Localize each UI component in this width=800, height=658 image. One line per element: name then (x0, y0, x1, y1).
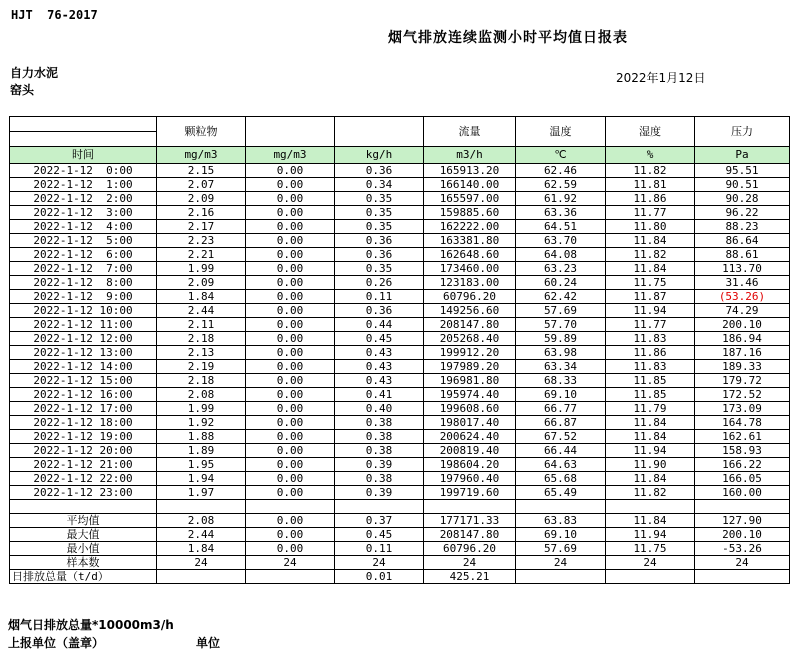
value-cell: 0.35 (335, 262, 424, 276)
value-cell: 0.36 (335, 304, 424, 318)
group-header-row-1 (10, 117, 790, 132)
value-cell: 0.00 (246, 206, 335, 220)
value-cell: 63.70 (516, 234, 606, 248)
value-cell: 1.94 (157, 472, 246, 486)
col-header-temperature: 温度 (516, 117, 606, 147)
data-row (10, 290, 790, 304)
time-cell: 2022-1-12 21:00 (10, 458, 157, 472)
summary-value-cell: 11.94 (606, 528, 695, 542)
value-cell: 0.35 (335, 192, 424, 206)
summary-value-cell: 57.69 (516, 542, 606, 556)
time-cell: 2022-1-12 17:00 (10, 402, 157, 416)
value-cell: 166.22 (695, 458, 790, 472)
data-row (10, 430, 790, 444)
value-cell: 60796.20 (424, 290, 516, 304)
value-cell: 199912.20 (424, 346, 516, 360)
summary-value-cell: -53.26 (695, 542, 790, 556)
unit-cell-flow: m3/h (424, 147, 516, 164)
value-cell: 0.00 (246, 276, 335, 290)
data-row (10, 346, 790, 360)
value-cell: 0.35 (335, 220, 424, 234)
value-cell: 11.85 (606, 374, 695, 388)
value-cell: 11.79 (606, 402, 695, 416)
data-row (10, 206, 790, 220)
value-cell: 186.94 (695, 332, 790, 346)
time-cell: 2022-1-12 14:00 (10, 360, 157, 374)
data-row (10, 402, 790, 416)
value-cell: 0.00 (246, 416, 335, 430)
time-cell: 2022-1-12 10:00 (10, 304, 157, 318)
unit-cell-pressure: Pa (695, 147, 790, 164)
value-cell: 88.61 (695, 248, 790, 262)
value-cell: 165913.20 (424, 164, 516, 178)
value-cell: 197960.40 (424, 472, 516, 486)
col-header-blank-3 (335, 117, 424, 147)
data-row (10, 360, 790, 374)
value-cell: 205268.40 (424, 332, 516, 346)
summary-value-cell (606, 570, 695, 584)
value-cell: 11.82 (606, 164, 695, 178)
value-cell: 0.00 (246, 220, 335, 234)
value-cell: 63.36 (516, 206, 606, 220)
value-cell: 11.77 (606, 206, 695, 220)
value-cell: 60.24 (516, 276, 606, 290)
value-cell: 11.80 (606, 220, 695, 234)
value-cell: 64.63 (516, 458, 606, 472)
value-cell: 187.16 (695, 346, 790, 360)
standard-code: HJT 76-2017 (11, 8, 98, 22)
time-cell: 2022-1-12 3:00 (10, 206, 157, 220)
value-cell: 0.39 (335, 486, 424, 500)
value-cell: 88.23 (695, 220, 790, 234)
value-cell: 0.38 (335, 444, 424, 458)
value-cell: 0.00 (246, 346, 335, 360)
value-cell: 0.36 (335, 248, 424, 262)
data-row (10, 374, 790, 388)
data-row (10, 276, 790, 290)
data-row (10, 178, 790, 192)
unit-row (10, 147, 790, 164)
value-cell: 0.00 (246, 178, 335, 192)
value-cell: 199608.60 (424, 402, 516, 416)
value-cell: 64.08 (516, 248, 606, 262)
value-cell: 65.68 (516, 472, 606, 486)
value-cell: 173.09 (695, 402, 790, 416)
summary-value-cell: 0.00 (246, 528, 335, 542)
value-cell: 11.84 (606, 430, 695, 444)
summary-label-cell: 平均值 (10, 514, 157, 528)
data-row (10, 192, 790, 206)
value-cell: 0.00 (246, 248, 335, 262)
unit-cell-particulate-concentration: mg/m3 (157, 147, 246, 164)
summary-row (10, 570, 790, 584)
summary-value-cell (157, 570, 246, 584)
value-cell: 165597.00 (424, 192, 516, 206)
value-cell: 0.44 (335, 318, 424, 332)
value-cell: 162648.60 (424, 248, 516, 262)
value-cell: 1.99 (157, 262, 246, 276)
blank-header-cell (10, 132, 157, 147)
value-cell: 67.52 (516, 430, 606, 444)
company-name: 自力水泥 (10, 66, 59, 80)
summary-value-cell: 127.90 (695, 514, 790, 528)
value-cell: 63.34 (516, 360, 606, 374)
value-cell: 164.78 (695, 416, 790, 430)
time-cell: 2022-1-12 0:00 (10, 164, 157, 178)
value-cell: 63.23 (516, 262, 606, 276)
value-cell: 200819.40 (424, 444, 516, 458)
value-cell: 68.33 (516, 374, 606, 388)
value-cell: 11.86 (606, 346, 695, 360)
value-cell: 173460.00 (424, 262, 516, 276)
data-row (10, 318, 790, 332)
value-cell: 163381.80 (424, 234, 516, 248)
col-header-pressure: 压力 (695, 117, 790, 147)
summary-value-cell (516, 570, 606, 584)
summary-value-cell: 24 (695, 556, 790, 570)
value-cell: 179.72 (695, 374, 790, 388)
time-cell: 2022-1-12 18:00 (10, 416, 157, 430)
data-row (10, 262, 790, 276)
value-cell: 86.64 (695, 234, 790, 248)
summary-value-cell: 0.00 (246, 542, 335, 556)
summary-value-cell: 24 (606, 556, 695, 570)
summary-value-cell: 69.10 (516, 528, 606, 542)
value-cell: 90.51 (695, 178, 790, 192)
blank-header-cell (10, 117, 157, 132)
time-cell: 2022-1-12 19:00 (10, 430, 157, 444)
value-cell: 0.00 (246, 304, 335, 318)
value-cell: 0.00 (246, 360, 335, 374)
summary-label-cell: 最大值 (10, 528, 157, 542)
value-cell: 0.11 (335, 290, 424, 304)
spacer-row (10, 500, 790, 514)
value-cell: 1.99 (157, 402, 246, 416)
value-cell: 1.84 (157, 290, 246, 304)
value-cell: 199719.60 (424, 486, 516, 500)
summary-value-cell: 60796.20 (424, 542, 516, 556)
value-cell: 11.81 (606, 178, 695, 192)
value-cell: 123183.00 (424, 276, 516, 290)
data-row (10, 248, 790, 262)
value-cell: 1.92 (157, 416, 246, 430)
value-cell: 0.43 (335, 346, 424, 360)
value-cell: 159885.60 (424, 206, 516, 220)
value-cell: 11.84 (606, 262, 695, 276)
value-cell: 1.97 (157, 486, 246, 500)
value-cell: 2.13 (157, 346, 246, 360)
value-cell: 0.38 (335, 430, 424, 444)
value-cell: 0.00 (246, 234, 335, 248)
time-cell: 2022-1-12 1:00 (10, 178, 157, 192)
value-cell: 65.49 (516, 486, 606, 500)
value-cell: 200624.40 (424, 430, 516, 444)
value-cell: 11.85 (606, 388, 695, 402)
value-cell: 64.51 (516, 220, 606, 234)
summary-value-cell: 425.21 (424, 570, 516, 584)
value-cell: 11.77 (606, 318, 695, 332)
unit-cell-mg-m3: mg/m3 (246, 147, 335, 164)
value-cell: 0.34 (335, 178, 424, 192)
value-cell: 0.41 (335, 388, 424, 402)
data-row (10, 304, 790, 318)
value-cell: 2.16 (157, 206, 246, 220)
value-cell: 59.89 (516, 332, 606, 346)
time-cell: 2022-1-12 2:00 (10, 192, 157, 206)
monitoring-point: 窑头 (10, 83, 35, 97)
col-header-particulate: 颗粒物 (157, 117, 246, 147)
value-cell: 0.00 (246, 388, 335, 402)
value-cell: 166140.00 (424, 178, 516, 192)
value-cell: 2.23 (157, 234, 246, 248)
col-header-flow: 流量 (424, 117, 516, 147)
value-cell: 31.46 (695, 276, 790, 290)
value-cell: 0.00 (246, 290, 335, 304)
value-cell: 162.61 (695, 430, 790, 444)
value-cell: 0.35 (335, 206, 424, 220)
summary-value-cell: 24 (335, 556, 424, 570)
value-cell: 0.00 (246, 374, 335, 388)
value-cell: 0.00 (246, 402, 335, 416)
value-cell: 11.84 (606, 416, 695, 430)
value-cell: 158.93 (695, 444, 790, 458)
data-row (10, 458, 790, 472)
report-date: 2022年1月12日 (616, 71, 706, 85)
blank-cell (335, 500, 424, 514)
time-cell: 2022-1-12 16:00 (10, 388, 157, 402)
value-cell: 57.70 (516, 318, 606, 332)
data-row (10, 164, 790, 178)
summary-value-cell: 24 (246, 556, 335, 570)
data-row (10, 416, 790, 430)
value-cell: 11.94 (606, 304, 695, 318)
time-cell: 2022-1-12 23:00 (10, 486, 157, 500)
value-cell: 113.70 (695, 262, 790, 276)
value-cell: 74.29 (695, 304, 790, 318)
value-cell: 189.33 (695, 360, 790, 374)
data-row (10, 486, 790, 500)
value-cell: 0.00 (246, 318, 335, 332)
summary-row (10, 528, 790, 542)
col-header-humidity: 湿度 (606, 117, 695, 147)
time-cell: 2022-1-12 20:00 (10, 444, 157, 458)
blank-cell (516, 500, 606, 514)
blank-cell (10, 500, 157, 514)
data-row (10, 472, 790, 486)
time-cell: 2022-1-12 6:00 (10, 248, 157, 262)
time-cell: 2022-1-12 11:00 (10, 318, 157, 332)
summary-value-cell: 11.75 (606, 542, 695, 556)
value-cell: 2.18 (157, 374, 246, 388)
summary-row (10, 556, 790, 570)
value-cell: 0.39 (335, 458, 424, 472)
summary-row (10, 514, 790, 528)
value-cell: 11.90 (606, 458, 695, 472)
blank-cell (424, 500, 516, 514)
summary-value-cell: 0.37 (335, 514, 424, 528)
unit-cell-kg-h: kg/h (335, 147, 424, 164)
summary-value-cell: 2.44 (157, 528, 246, 542)
value-cell: 1.89 (157, 444, 246, 458)
value-cell: 198017.40 (424, 416, 516, 430)
unit-field-label: 单位 (196, 636, 221, 650)
value-cell: 0.00 (246, 164, 335, 178)
value-cell: 0.00 (246, 192, 335, 206)
value-cell: 0.38 (335, 416, 424, 430)
time-cell: 2022-1-12 9:00 (10, 290, 157, 304)
value-cell: 11.83 (606, 332, 695, 346)
value-cell: 195974.40 (424, 388, 516, 402)
value-cell: 62.59 (516, 178, 606, 192)
value-cell: 2.07 (157, 178, 246, 192)
time-cell: 2022-1-12 5:00 (10, 234, 157, 248)
summary-value-cell: 208147.80 (424, 528, 516, 542)
summary-row (10, 542, 790, 556)
time-cell: 2022-1-12 12:00 (10, 332, 157, 346)
value-cell: 166.05 (695, 472, 790, 486)
data-row (10, 444, 790, 458)
total-emission-footnote: 烟气日排放总量*10000m3/h (8, 618, 174, 632)
data-row (10, 332, 790, 346)
time-cell: 2022-1-12 4:00 (10, 220, 157, 234)
summary-value-cell: 2.08 (157, 514, 246, 528)
time-cell: 2022-1-12 15:00 (10, 374, 157, 388)
time-cell: 2022-1-12 22:00 (10, 472, 157, 486)
value-cell: 0.00 (246, 458, 335, 472)
summary-value-cell: 200.10 (695, 528, 790, 542)
value-cell: 11.83 (606, 360, 695, 374)
value-cell: 2.09 (157, 276, 246, 290)
value-cell: 162222.00 (424, 220, 516, 234)
summary-value-cell: 177171.33 (424, 514, 516, 528)
summary-value-cell (695, 570, 790, 584)
value-cell: 0.43 (335, 360, 424, 374)
unit-cell-temperature: ℃ (516, 147, 606, 164)
value-cell: 66.44 (516, 444, 606, 458)
summary-value-cell: 24 (516, 556, 606, 570)
summary-value-cell: 1.84 (157, 542, 246, 556)
summary-value-cell: 11.84 (606, 514, 695, 528)
value-cell: 11.94 (606, 444, 695, 458)
value-cell: 0.36 (335, 164, 424, 178)
value-cell: 11.84 (606, 472, 695, 486)
value-cell: 11.86 (606, 192, 695, 206)
value-cell: 0.00 (246, 486, 335, 500)
time-cell: 2022-1-12 13:00 (10, 346, 157, 360)
value-cell: 11.82 (606, 248, 695, 262)
value-cell: 62.46 (516, 164, 606, 178)
value-cell: 196981.80 (424, 374, 516, 388)
value-cell: 2.21 (157, 248, 246, 262)
summary-label-cell: 日排放总量（t/d） (10, 570, 157, 584)
summary-value-cell: 63.83 (516, 514, 606, 528)
value-cell: 208147.80 (424, 318, 516, 332)
summary-value-cell: 0.11 (335, 542, 424, 556)
value-cell: 197989.20 (424, 360, 516, 374)
summary-value-cell: 24 (424, 556, 516, 570)
value-cell: 90.28 (695, 192, 790, 206)
value-cell: 96.22 (695, 206, 790, 220)
value-cell: 2.08 (157, 388, 246, 402)
value-cell: 0.00 (246, 444, 335, 458)
value-cell: 0.00 (246, 430, 335, 444)
data-row (10, 234, 790, 248)
value-cell: 0.40 (335, 402, 424, 416)
value-cell: 66.77 (516, 402, 606, 416)
value-cell: 2.18 (157, 332, 246, 346)
value-cell: 0.00 (246, 262, 335, 276)
value-cell: 2.11 (157, 318, 246, 332)
value-cell: 2.44 (157, 304, 246, 318)
value-cell: 0.43 (335, 374, 424, 388)
value-cell: 1.88 (157, 430, 246, 444)
value-cell: 57.69 (516, 304, 606, 318)
data-row (10, 388, 790, 402)
value-cell: (53.26) (695, 290, 790, 304)
value-cell: 63.98 (516, 346, 606, 360)
value-cell: 69.10 (516, 388, 606, 402)
value-cell: 2.19 (157, 360, 246, 374)
value-cell: 172.52 (695, 388, 790, 402)
report-table (9, 116, 790, 584)
value-cell: 2.17 (157, 220, 246, 234)
value-cell: 0.26 (335, 276, 424, 290)
value-cell: 0.00 (246, 472, 335, 486)
value-cell: 198604.20 (424, 458, 516, 472)
value-cell: 2.15 (157, 164, 246, 178)
blank-cell (157, 500, 246, 514)
blank-cell (606, 500, 695, 514)
value-cell: 11.75 (606, 276, 695, 290)
value-cell: 1.95 (157, 458, 246, 472)
summary-value-cell (246, 570, 335, 584)
reporting-unit-label: 上报单位（盖章） (8, 636, 105, 650)
data-row (10, 220, 790, 234)
value-cell: 0.00 (246, 332, 335, 346)
value-cell: 11.82 (606, 486, 695, 500)
unit-cell-humidity: % (606, 147, 695, 164)
summary-label-cell: 样本数 (10, 556, 157, 570)
value-cell: 160.00 (695, 486, 790, 500)
value-cell: 0.38 (335, 472, 424, 486)
time-cell: 2022-1-12 7:00 (10, 262, 157, 276)
value-cell: 62.42 (516, 290, 606, 304)
value-cell: 61.92 (516, 192, 606, 206)
time-cell: 2022-1-12 8:00 (10, 276, 157, 290)
summary-value-cell: 0.01 (335, 570, 424, 584)
summary-value-cell: 24 (157, 556, 246, 570)
summary-value-cell: 0.45 (335, 528, 424, 542)
blank-cell (246, 500, 335, 514)
value-cell: 2.09 (157, 192, 246, 206)
time-column-header: 时间 (10, 147, 157, 164)
value-cell: 149256.60 (424, 304, 516, 318)
value-cell: 66.87 (516, 416, 606, 430)
value-cell: 200.10 (695, 318, 790, 332)
value-cell: 0.36 (335, 234, 424, 248)
blank-cell (695, 500, 790, 514)
table-body (10, 164, 790, 584)
summary-label-cell: 最小值 (10, 542, 157, 556)
report-title: 烟气排放连续监测小时平均值日报表 (388, 30, 628, 46)
col-header-blank-2 (246, 117, 335, 147)
value-cell: 0.45 (335, 332, 424, 346)
value-cell: 11.84 (606, 234, 695, 248)
value-cell: 11.87 (606, 290, 695, 304)
value-cell: 95.51 (695, 164, 790, 178)
summary-value-cell: 0.00 (246, 514, 335, 528)
